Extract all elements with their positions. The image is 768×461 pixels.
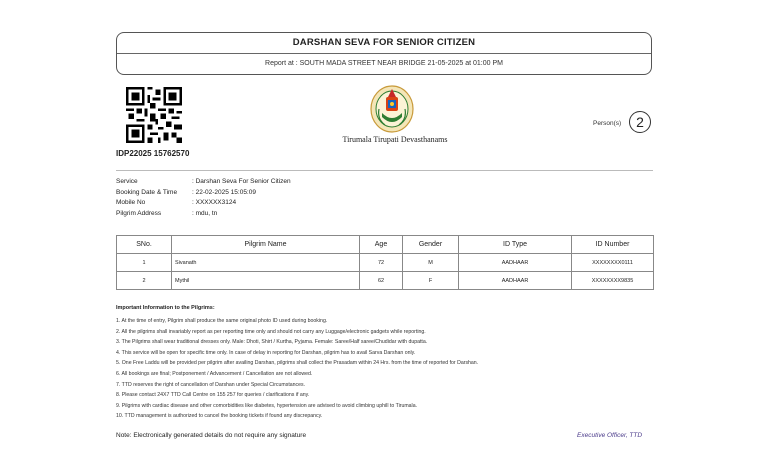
cell-name: Sivanath [172, 254, 360, 272]
cell-age: 72 [360, 254, 403, 272]
organization-name: Tirumala Tirupati Devasthanams [342, 135, 448, 144]
cell-id-type: AADHAAR [459, 272, 572, 290]
detail-value: : mdu, tn [192, 209, 218, 217]
signatory: Executive Officer, TTD [577, 432, 643, 439]
table-header-row [117, 236, 654, 254]
list-item: 5. One Free Laddu will be provided per pilgrim after availing Darshan, pilgrims shall collect the Prasadam within 24 Hrs. from the time of reported for Darshan. [116, 360, 479, 367]
header-divider [117, 53, 651, 54]
list-item: 10. TTD management is authorized to cancel the booking tickets if found any discrepancy. [116, 413, 323, 420]
cell-sno: 1 [117, 254, 172, 272]
detail-value: : Darshan Seva For Senior Citizen [192, 178, 291, 185]
booking-id: IDP22025 15762570 [116, 149, 190, 158]
list-item: 4. This service will be open for specific time only. In case of delay in reporting for Darshan, pilgrim has to avail Sarva Darshan only. [116, 349, 416, 356]
column-header-sno: SNo. [117, 236, 172, 254]
list-item: 6. All bookings are final; Postponement / Advancement / Cancellation are not allowed. [116, 370, 313, 377]
persons-label: Person(s) [593, 120, 622, 127]
detail-key: Service [116, 178, 138, 185]
report-line: Report at : SOUTH MADA STREET NEAR BRIDGE 21-05-2025 at 01:00 PM [265, 60, 503, 67]
important-info-heading: Important Information to the Pilgrims: [116, 305, 215, 311]
detail-row [116, 178, 291, 189]
list-item: 3. The Pilgrims shall wear traditional dresses only. Male: Dhoti, Shirt / Kurtha, Pyjama. Female: Saree/Half saree/Chudidar with dupatta. [116, 339, 428, 346]
detail-row [116, 189, 291, 200]
cell-name: Mythil [172, 272, 360, 290]
electronic-note: Note: Electronically generated details do not require any signature [116, 432, 307, 439]
cell-id-number: XXXXXXXX0111 [572, 254, 654, 272]
header-box [116, 32, 652, 75]
list-item: 9. Pilgrims with cardiac disease and other comorbidities like diabetes, hypertension are advised to avoid climbing uphill to Tirumala. [116, 402, 418, 409]
column-header-id-type: ID Type [459, 236, 572, 254]
section-divider [116, 170, 653, 171]
cell-age: 62 [360, 272, 403, 290]
cell-id-type: AADHAAR [459, 254, 572, 272]
table-row [117, 254, 654, 272]
cell-gender: F [403, 272, 459, 290]
detail-key: Booking Date & Time [116, 188, 178, 196]
persons-count-badge: 2 [629, 111, 651, 133]
column-header-name: Pilgrim Name [172, 236, 360, 254]
detail-key: Mobile No [116, 199, 146, 206]
list-item: 1. At the time of entry, Pilgrim shall produce the same original photo ID used during booking. [116, 318, 328, 324]
qr-code-icon [126, 87, 182, 143]
detail-key: Pilgrim Address [116, 209, 162, 217]
detail-row [116, 210, 291, 221]
column-header-age: Age [360, 236, 403, 254]
column-header-id-number: ID Number [572, 236, 654, 254]
table-row [117, 272, 654, 290]
cell-sno: 2 [117, 272, 172, 290]
ticket-title: DARSHAN SEVA FOR SENIOR CITIZEN [292, 37, 476, 48]
detail-value: : 22-02-2025 15:05:09 [192, 188, 256, 196]
list-item: 7. TTD reserves the right of cancellation of Darshan under Special Circumstances. [116, 381, 306, 388]
list-item: 2. All the pilgrims shall invariably report as per reporting time only and should not carry any Luggage/electronic gadgets while reporting. [116, 328, 426, 335]
detail-value: : XXXXXX3124 [192, 199, 237, 206]
important-info-list [116, 318, 656, 424]
detail-row [116, 199, 291, 210]
ttd-emblem-icon [369, 83, 415, 133]
pilgrim-table [116, 235, 654, 290]
list-item: 8. Please contact 24X7 TTD Call Centre on 155 257 for queries / clarifications if any. [116, 392, 310, 399]
cell-id-number: XXXXXXXX9835 [572, 272, 654, 290]
cell-gender: M [403, 254, 459, 272]
booking-details [116, 178, 291, 220]
column-header-gender: Gender [403, 236, 459, 254]
